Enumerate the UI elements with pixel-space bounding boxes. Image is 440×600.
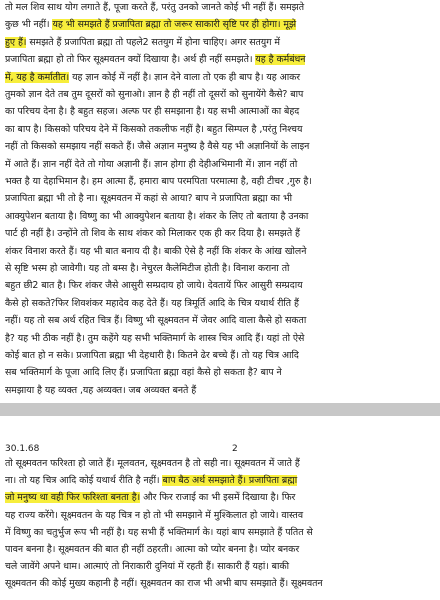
text-line xyxy=(5,104,435,119)
text-line xyxy=(5,70,435,85)
text-segment: है? यह भी ठीक नहीं है। तुम कहेंगे यह सभी भक्तिमार्ग के शास्त्र चित्र आदि हैं। यहां तो ऐसे xyxy=(5,332,305,344)
text-line xyxy=(5,456,435,471)
text-line xyxy=(5,559,435,574)
text-line xyxy=(5,191,435,206)
highlighted-text: हुए हैं। xyxy=(5,36,27,48)
text-segment: तो सूक्ष्मवतन फरिश्ता हो जाते हैं। मूलवतन, सूक्ष्मवतन है तो सही ना। सूक्ष्मवतन में जाते हैं xyxy=(5,458,300,469)
highlighted-text: जो मनुष्य था वही फिर फरिश्ता बनता है। xyxy=(5,492,141,504)
text-segment: से सृष्टि भस्म हो जावेगी। यह तो बम्स है। नेचुरल कैलेमिटीज होती है। विनाश कराना तो xyxy=(5,263,290,274)
text-segment: ना। तो यह चित्र आदि कोई यथार्थ रीति है नहीं। xyxy=(5,475,163,487)
text-segment: में विष्णु का चतुर्भुज रूप भी नहीं है। यह सभी हैं भक्तिमार्ग के। यहां बाप समझाते हैं पतित से xyxy=(5,526,313,538)
text-segment: चले जावेंगे अपने धाम। आत्माएं तो निराकारी दुनियां में रहती हैं। साकारी हैं यहां। बाकी xyxy=(5,561,289,573)
text-segment: सूक्ष्मवतन की कोई मुख्य कहानी है नहीं। सूक्ष्मवतन का राज भी अभी बाप समझाते हैं। सूक्ष्मवतन xyxy=(5,578,323,590)
text-line xyxy=(5,157,435,172)
text-segment: प्रजापिता ब्रह्मा हो तो फिर सूक्ष्मवतन क्यों दिखाया है। अर्थ ही नहीं समझते। xyxy=(5,54,256,66)
text-segment: शंकर विनाश करते हैं। यह भी बात बनाय दी है। बाकी ऐसे है नहीं कि शंकर के आंख खोलने xyxy=(5,245,307,257)
text-segment: समझते हैं प्रजापिता ब्रह्मा तो पहले2 सतयुग में होना चाहिए। अगर सतयुग में xyxy=(26,36,280,48)
text-line xyxy=(5,174,435,189)
text-segment: कैसे हो सकते?फिर शिवशंकर महादेव कह देते हैं। यह त्रिमूर्ति आदि के चित्र यथार्थ रीति हैं xyxy=(5,297,299,309)
text-line xyxy=(5,122,435,137)
text-line xyxy=(5,525,435,540)
text-segment: आक्युपेशन बताया है। विष्णु का भी आक्युपेशन बताया है। शंकर के लिए तो बताया है उनका xyxy=(5,210,309,222)
text-line xyxy=(5,278,435,293)
text-line xyxy=(5,0,435,15)
text-line xyxy=(5,348,435,363)
highlighted-text: यह भी समझते हैं प्रजापिता ब्रह्मा तो जरूर साकारी सृष्टि पर ही होगा। मूझे xyxy=(52,19,296,31)
text-segment: में आते हैं। ज्ञान नहीं देते तो गोया अज्ञानी हैं। ज्ञान होगा ही देहीअभिमानी में। ज्ञान नहीं तो xyxy=(5,158,298,170)
text-segment: भक्त है या देहाभिमान है। हम आत्मा हैं, हमारा बाप परमपिता परमात्मा है, वही टीचर ,गुरु है। xyxy=(5,176,312,187)
text-line xyxy=(5,473,435,488)
text-segment: यह ज्ञान कोई में नहीं है। ज्ञान देने वाला तो एक ही बाप है। यह आकर xyxy=(69,71,301,83)
text-segment: नहीं। यह तो सब अर्थ रहित चित्र हैं। विष्णु भी सूक्ष्मवतन में जेवर आदि वाला कैसे हो सकता xyxy=(5,315,307,327)
text-segment: पार्ट ही नहीं है। उन्होंने तो शिव के साथ शंकर को मिलाकर एक ही कर दिया है। समझते हैं xyxy=(5,228,300,240)
text-line xyxy=(5,296,435,311)
text-segment: समझाया है यह व्यक्त ,यह अव्यक्त। जब अव्यक्त बनते हैं xyxy=(5,384,197,396)
text-line xyxy=(5,17,435,32)
text-segment: का परिचय देना है। है बहुत सहज। अल्फ पर ही समझाना है। यह सभी आत्माओं का बेहद xyxy=(5,106,300,118)
text-segment: का बाप है। किसको परिचय देने में किसको तकलीफ नहीं है। बहुत सिम्पल है ,परंतु निश्चय xyxy=(5,123,303,135)
text-line xyxy=(5,313,435,328)
text-segment: यह राज्य करेंगे। सूक्ष्मवतन के यह चित्र न हो तो भी समझाने में मुश्किलात हो जाये। वास्तव xyxy=(5,509,304,521)
text-line xyxy=(5,383,435,398)
text-segment: सब भक्तिमार्ग के पूजा आदि लिए हैं। प्रजापिता ब्रह्मा वहां कैसे हो सकता है? बाप ने xyxy=(5,367,282,379)
page-date: 30.1.68 xyxy=(5,444,40,454)
text-segment: तुमको ज्ञान देते तब तुम दूसरों को सुनाओ। ज्ञान है ही नहीं तो दूसरों को सुनायेंगे कैसे? बाप xyxy=(5,89,304,100)
text-line xyxy=(5,209,435,224)
text-segment: प्रजापिता ब्रह्मा भी तो है ना। सूक्ष्मवतन में कहां से आया? बाप ने प्रजापिता ब्रह्मा का भी xyxy=(5,193,292,205)
text-line xyxy=(5,87,435,102)
text-segment: नहीं तो किसको समझाय नहीं सकते हैं। जैसे अज्ञान मनुष्य है वैसे यह भी अज्ञानियों के लाइन xyxy=(5,141,310,153)
text-line xyxy=(5,35,435,50)
text-segment: तो मल शिव साथ योग लगाते हैं, पूजा करते हैं, परंतु उनको जानते कोई भी नहीं हैं। समझते xyxy=(5,2,304,13)
text-line xyxy=(5,490,435,505)
text-segment: और फिर राजाई का भी इसमें दिखाया है। फिर xyxy=(140,492,296,504)
text-line xyxy=(5,331,435,346)
highlighted-text: में, यह है कर्मातीत। xyxy=(5,71,70,83)
text-segment: कुछ भी नहीं। xyxy=(5,19,53,31)
text-line xyxy=(5,52,435,67)
text-segment: पावन बनना है। सूक्ष्मवतन की बात ही नहीं ठहरती। आत्मा को प्योर बनना है। प्योर बनकर xyxy=(5,544,300,555)
text-line xyxy=(5,226,435,241)
page-number: 2 xyxy=(232,444,238,454)
text-line xyxy=(5,244,435,259)
highlighted-text: बाप बैठ अर्थ समझाते हैं। प्रजापिता ब्रह्मा xyxy=(162,475,298,487)
text-line xyxy=(5,365,435,380)
text-line xyxy=(5,542,435,557)
text-line xyxy=(5,261,435,276)
text-line xyxy=(5,508,435,523)
text-line xyxy=(5,139,435,154)
text-segment: बहुत छी2 बात है। फिर शंकर जैसे आसुरी सम्प्रदाय हो जाये। देवतायें फिर आसुरी सम्प्रदाय xyxy=(5,280,303,292)
text-segment: कोई बात हो न सके। प्रजापिता ब्रह्मा भी देहधारी है। कितने ढेर बच्चे हैं। तो यह चित्र आदि xyxy=(5,350,299,361)
text-line xyxy=(5,576,435,591)
highlighted-text: यह है कर्मबंधन xyxy=(255,54,306,66)
document-page-2 xyxy=(0,416,440,600)
